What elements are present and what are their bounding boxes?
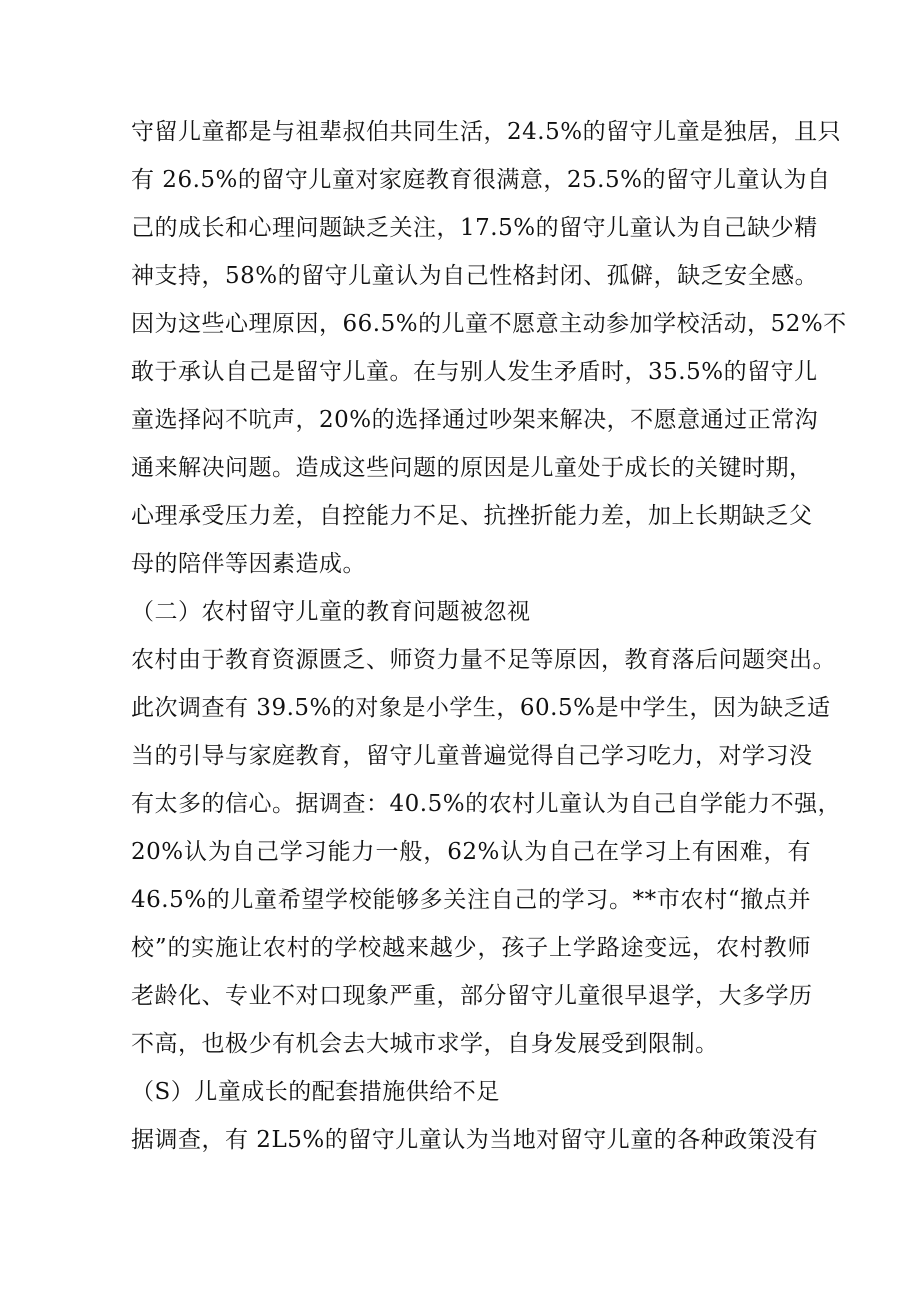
paragraph-line: 据调查，有 2L5%的留守儿童认为当地对留守儿童的各种政策没有 bbox=[131, 1127, 819, 1153]
paragraph-line: 农村由于教育资源匮乏、师资力量不足等原因，教育落后问题突出。 bbox=[131, 647, 836, 673]
paragraph-line: 有 26.5%的留守儿童对家庭教育很满意，25.5%的留守儿童认为自 bbox=[131, 167, 831, 193]
paragraph-line: 46.5%的儿童希望学校能够多关注自己的学习。**市农村“撤点并 bbox=[131, 887, 811, 913]
paragraph-line: 当的引导与家庭教育，留守儿童普遍觉得自己学习吃力，对学习没 bbox=[131, 743, 813, 769]
paragraph-line: 心理承受压力差，自控能力不足、抗挫折能力差，加上长期缺乏父 bbox=[131, 503, 813, 529]
paragraph-line: 20%认为自己学习能力一般，62%认为自己在学习上有困难，有 bbox=[131, 839, 811, 865]
paragraph-line: 己的成长和心理问题缺乏关注，17.5%的留守儿童认为自己缺少精 bbox=[131, 215, 818, 241]
paragraph-line: 不高，也极少有机会去大城市求学，自身发展受到限制。 bbox=[131, 1031, 719, 1057]
section-heading: （S）儿童成长的配套措施供给不足 bbox=[131, 1079, 500, 1105]
paragraph-line: 神支持，58%的留守儿童认为自己性格封闭、孤僻，缺乏安全感。 bbox=[131, 263, 819, 289]
paragraph-line: 母的陪伴等因素造成。 bbox=[131, 551, 366, 577]
paragraph-line: 此次调查有 39.5%的对象是小学生，60.5%是中学生，因为缺乏适 bbox=[131, 695, 831, 721]
section-heading: （二）农村留守儿童的教育问题被忽视 bbox=[131, 599, 531, 625]
paragraph-line: 童选择闷不吭声，20%的选择通过吵架来解决，不愿意通过正常沟 bbox=[131, 407, 819, 433]
paragraph-line: 通来解决问题。造成这些问题的原因是儿童处于成长的关键时期， bbox=[131, 455, 813, 481]
paragraph-line: 因为这些心理原因，66.5%的儿童不愿意主动参加学校活动，52%不 bbox=[131, 311, 847, 337]
paragraph-line: 有太多的信心。据调查：40.5%的农村儿童认为自己自学能力不强， bbox=[131, 791, 842, 817]
paragraph-line: 守留儿童都是与祖辈叔伯共同生活，24.5%的留守儿童是独居，且只 bbox=[131, 119, 842, 145]
paragraph-line: 敢于承认自己是留守儿童。在与别人发生矛盾时，35.5%的留守儿 bbox=[131, 359, 818, 385]
paragraph-line: 老龄化、专业不对口现象严重，部分留守儿童很早退学，大多学历 bbox=[131, 983, 813, 1009]
paragraph-line: 校”的实施让农村的学校越来越少，孩子上学路途变远，农村教师 bbox=[131, 935, 811, 961]
